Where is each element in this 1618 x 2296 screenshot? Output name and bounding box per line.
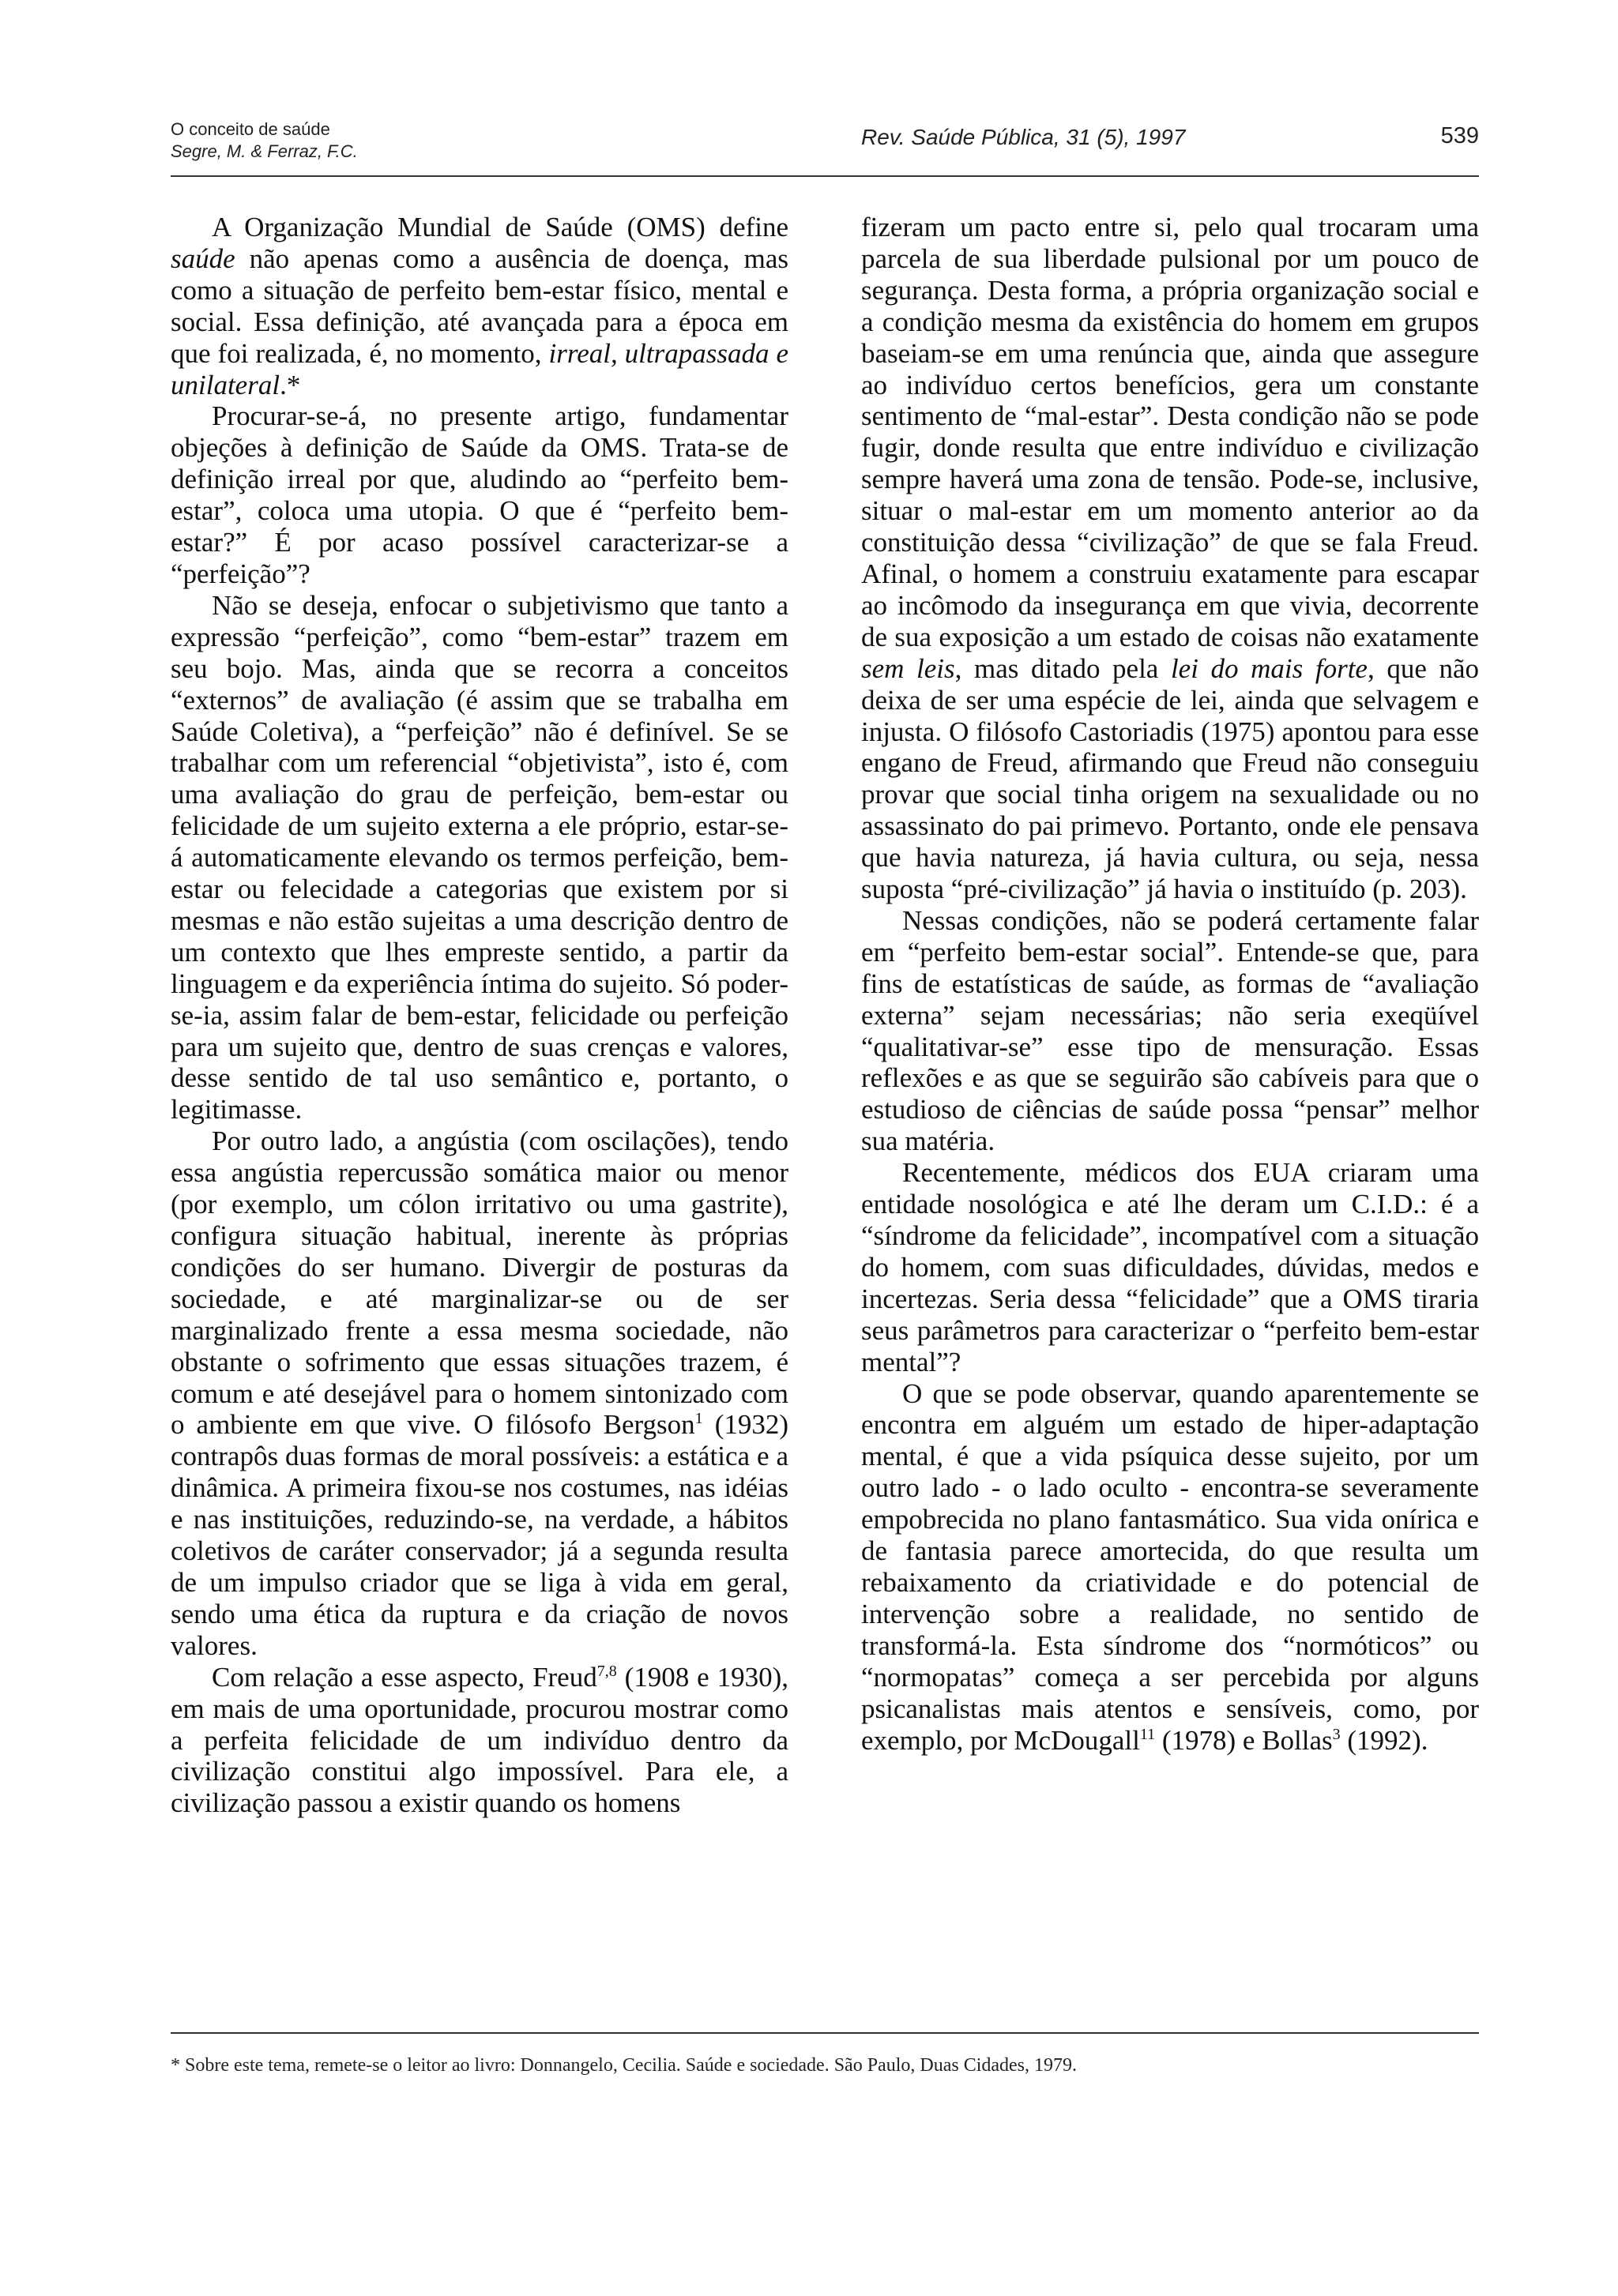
paragraph: Recentemente, médicos dos EUA criaram uma entidade nosológica e até lhe deram um C.I.D.: é a “síndrome da felicidade”, incompatível com a situação do homem, com suas dificuldades, dúvidas, medos e incertezas. Seria dessa “felicidade” que a OMS tiraria seus parâmetros para caracterizar o “perfeito bem-estar mental”?: [861, 1157, 1479, 1377]
article-title: O conceito de saúde: [171, 119, 330, 139]
header-divider: [171, 175, 1479, 177]
paragraph: A Organização Mundial de Saúde (OMS) define saúde não apenas como a ausência de doença, mas como a situação de perfeito bem-estar físico, mental e social. Essa definição, até avançada para a época em que foi realizada, é, no momento, irreal, ultrapassada e unilateral.*: [171, 212, 788, 400]
emphasis: saúde: [171, 242, 235, 274]
page-number: 539: [1440, 123, 1479, 148]
footnote: * Sobre este tema, remete-se o leitor ao livro: Donnangelo, Cecilia. Saúde e sociedade. São Paulo, Duas Cidades, 1979.: [171, 2055, 1078, 2076]
paragraph: Nessas condições, não se poderá certamente falar em “perfeito bem-estar social”. Entende-se que, para fins de estatísticas de saúde, as formas de “avaliação externa” sejam necessárias; não seria exeqüível “qualitativar-se” esse tipo de mensuração. Essas reflexões e as que se seguirão são cabíveis para que o estudioso de ciências de saúde possa “pensar” melhor sua matéria.: [861, 904, 1479, 1157]
running-header: [171, 118, 358, 163]
authors: Segre, M. & Ferraz, F.C.: [171, 141, 358, 161]
citation-ref: 3: [1332, 1725, 1341, 1743]
right-column: [861, 212, 1479, 1756]
paragraph: Não se deseja, enfocar o subjetivismo que tanto a expressão “perfeição”, como “bem-estar” trazem em seu bojo. Mas, ainda que se recorra a conceitos “externos” de avaliação (é assim que se trabalha em Saúde Coletiva), a “perfeição” não é definível. Se se trabalhar com um referencial “objetivista”, isto é, com uma avaliação do grau de perfeição, bem-estar ou felicidade de um sujeito externa a ele próprio, estar-se-á automaticamente elevando os termos perfeição, bem-estar ou felecidade a categorias que existem por si mesmas e não estão sujeitas a uma descrição dentro de um contexto que lhes empreste sentido, a partir da linguagem e da experiência íntima do sujeito. Só poder-se-ia, assim falar de bem-estar, felicidade ou perfeição para um sujeito que, dentro de suas crenças e valores, desse sentido de tal uso semântico e, portanto, o legitimasse.: [171, 589, 788, 1125]
emphasis: sem leis: [861, 652, 955, 684]
left-column: [171, 212, 788, 1819]
journal-citation: Rev. Saúde Pública, 31 (5), 1997: [861, 125, 1186, 149]
emphasis: lei do mais forte: [1170, 652, 1368, 684]
citation-ref: 1: [694, 1410, 703, 1428]
citation-ref: 11: [1139, 1725, 1156, 1743]
footnote-divider: [171, 2032, 1479, 2034]
footnote-marker: .*: [280, 369, 301, 400]
emphasis: irreal, ultrapassada e unilateral: [171, 337, 788, 400]
paragraph: O que se pode observar, quando aparentemente se encontra em alguém um estado de hiper-adaptação mental, é que a vida psíquica desse sujeito, por um outro lado - o lado oculto - encontra-se severamente empobrecida no plano fantasmático. Sua vida onírica e de fantasia parece amortecida, do que resulta um rebaixamento da criatividade e do potencial de intervenção sobre a realidade, no sentido de transformá-la. Esta síndrome dos “normóticos” ou “normopatas” começa a ser percebida por alguns psicanalistas mais atentos e sensíveis, como, por exemplo, por McDougall$^{11}$ (1978) e Bollas$^3$ (1992).: [861, 1377, 1479, 1756]
citation-ref: 7,8: [596, 1662, 617, 1680]
paragraph: Com relação a esse aspecto, Freud$^{7,8}$ (1908 e 1930), em mais de uma oportunidade, procurou mostrar como a perfeita felicidade de um indivíduo dentro da civilização constitui algo impossível. Para ele, a civilização passou a existir quando os homens: [171, 1661, 788, 1819]
paragraph: fizeram um pacto entre si, pelo qual trocaram uma parcela de sua liberdade pulsional por um pouco de segurança. Desta forma, a própria organização social e a condição mesma da existência do homem em grupos baseiam-se em uma renúncia que, ainda que assegure ao indivíduo certos benefícios, gera um constante sentimento de “mal-estar”. Desta condição não se pode fugir, donde resulta que entre indivíduo e civilização sempre haverá uma zona de tensão. Pode-se, inclusive, situar o mal-estar em um momento anterior ao da constituição dessa “civilização” de que se fala Freud. Afinal, o homem a construiu exatamente para escapar ao incômodo da insegurança em que vivia, decorrente de sua exposição a um estado de coisas não exatamente sem leis, mas ditado pela lei do mais forte, que não deixa de ser uma espécie de lei, ainda que selvagem e injusta. O filósofo Castoriadis (1975) apontou para esse engano de Freud, afirmando que Freud não conseguiu provar que social tinha origem na sexualidade ou no assassinato do pai primevo. Portanto, onde ele pensava que havia natureza, já havia cultura, ou seja, nessa suposta “pré-civilização” já havia o instituído (p. 203).: [861, 212, 1479, 905]
paragraph: Procurar-se-á, no presente artigo, fundamentar objeções à definição de Saúde da OMS. Trata-se de definição irreal por que, aludindo ao “perfeito bem-estar”, coloca uma utopia. O que é “perfeito bem-estar?” É por acaso possível caracterizar-se a “perfeição”?: [171, 400, 788, 589]
paragraph: Por outro lado, a angústia (com oscilações), tendo essa angústia repercussão somática maior ou menor (por exemplo, um cólon irritativo ou uma gastrite), configura situação habitual, inerente às próprias condições do ser humano. Divergir de posturas da sociedade, e até marginalizar-se ou de ser marginalizado frente a essa mesma sociedade, não obstante o sofrimento que essas situações trazem, é comum e até desejável para o homem sintonizado com o ambiente em que vive. O filósofo Bergson$^1$ (1932) contrapôs duas formas de moral possíveis: a estática e a dinâmica. A primeira fixou-se nos costumes, nas idéias e nas instituições, reduzindo-se, na verdade, a hábitos coletivos de caráter conservador; já a segunda resulta de um impulso criador que se liga à vida em geral, sendo uma ética da ruptura e da criação de novos valores.: [171, 1125, 789, 1661]
